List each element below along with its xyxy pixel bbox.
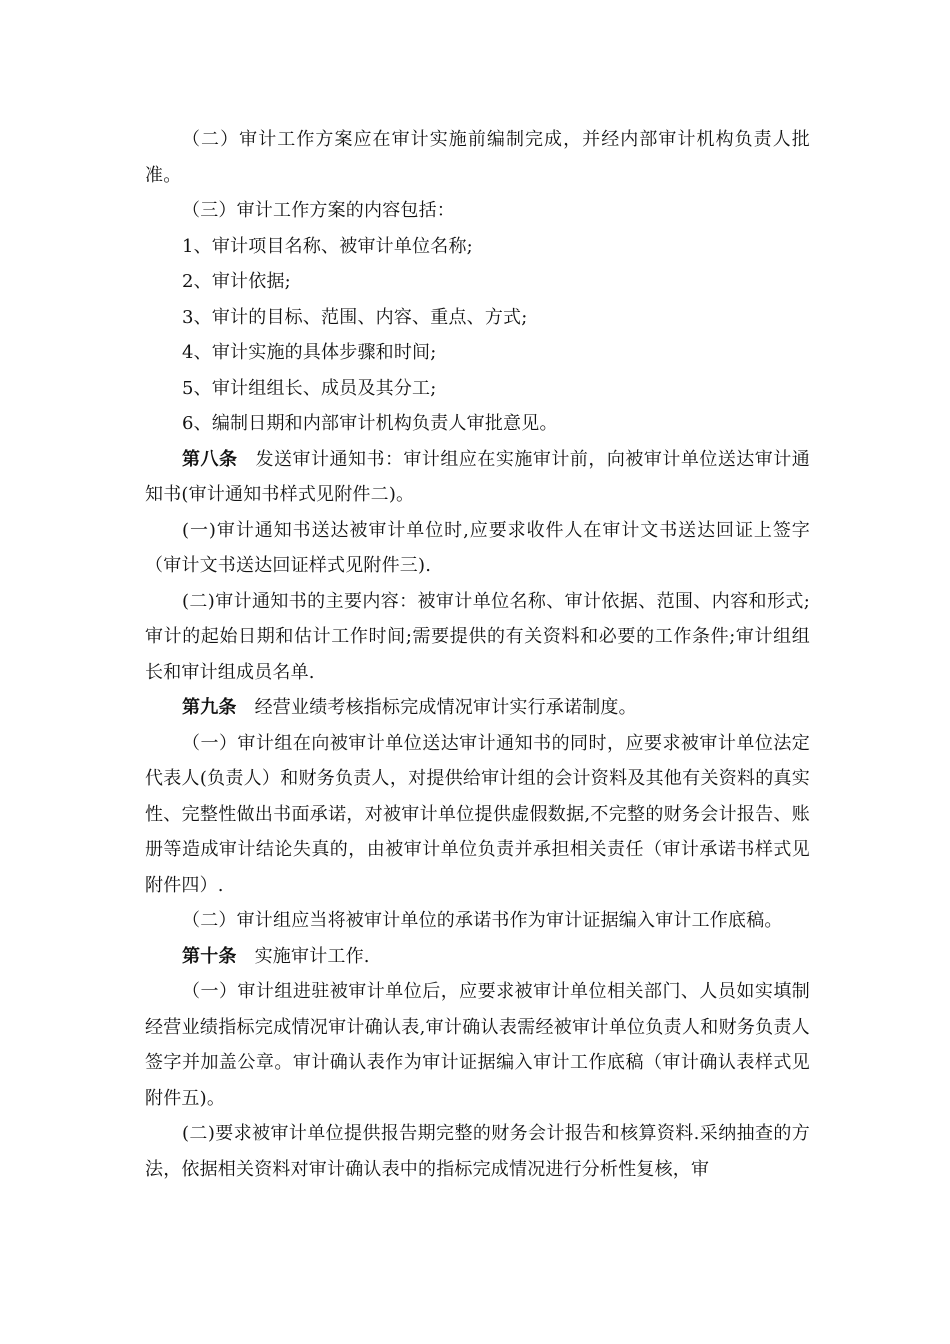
- list-item: [145, 229, 810, 265]
- article-heading: 第八条: [182, 448, 238, 470]
- paragraph-text: （一）审计组在向被审计单位送达审计通知书的同时，应要求被审计单位法定代表人(负责人）和财务负责人，对提供给审计组的会计资料及其他有关资料的真实性、完整性做出书面承诺，对被审计单位提供虚假数据,不完整的财务会计报告、账册等造成审计结论失真的，由被审计单位负责并承担相关责任（审计承诺书样式见附件四）.: [145, 732, 810, 896]
- paragraph-text: 实施审计工作.: [254, 945, 370, 967]
- paragraph-text: （二）审计组应当将被审计单位的承诺书作为审计证据编入审计工作底稿。: [182, 910, 783, 931]
- paragraph: [145, 726, 810, 904]
- paragraph-text: 2、审计依据;: [182, 271, 291, 292]
- paragraph-text: 4、审计实施的具体步骤和时间;: [182, 342, 437, 363]
- paragraph-text: 发送审计通知书：审计组应在实施审计前，向被审计单位送达审计通知书(审计通知书样式见附件二)。: [145, 448, 810, 505]
- paragraph-text: 3、审计的目标、范围、内容、重点、方式;: [182, 306, 528, 328]
- paragraph-text: 6、编制日期和内部审计机构负责人审批意见。: [182, 413, 558, 434]
- paragraph-text: (一)审计通知书送达被审计单位时,应要求收件人在审计文书送达回证上签字（审计文书送达回证样式见附件三).: [145, 519, 810, 576]
- paragraph-text: 经营业绩考核指标完成情况审计实行承诺制度。: [254, 697, 637, 718]
- article-heading: 第十条: [182, 945, 237, 967]
- document-body: [145, 122, 810, 1187]
- paragraph-text: (二)要求被审计单位提供报告期完整的财务会计报告和核算资料.采纳抽查的方法，依据相关资料对审计确认表中的指标完成情况进行分析性复核，审: [145, 1123, 810, 1180]
- list-item: [145, 335, 810, 371]
- paragraph: [145, 903, 810, 939]
- paragraph-text: （三）审计工作方案的内容包括：: [182, 200, 455, 221]
- list-item: [145, 371, 810, 407]
- paragraph-text: （二）审计工作方案应在审计实施前编制完成，并经内部审计机构负责人批准。: [145, 129, 810, 186]
- list-item: [145, 264, 810, 300]
- article-paragraph: [145, 939, 810, 975]
- paragraph-text: 5、审计组组长、成员及其分工;: [182, 377, 437, 399]
- list-item: [145, 300, 810, 336]
- article-paragraph: [145, 442, 810, 513]
- paragraph-text: (二)审计通知书的主要内容：被审计单位名称、审计依据、范围、内容和形式;审计的起始日期和估计工作时间;需要提供的有关资料和必要的工作条件;审计组组长和审计组成员名单.: [145, 590, 810, 683]
- list-item: [145, 406, 810, 442]
- paragraph: [145, 122, 810, 193]
- paragraph-text: （一）审计组进驻被审计单位后，应要求被审计单位相关部门、人员如实填制经营业绩指标完成情况审计确认表,审计确认表需经被审计单位负责人和财务负责人签字并加盖公章。审计确认表作为审计证据编入审计工作底稿（审计确认表样式见附件五)。: [145, 981, 810, 1109]
- article-heading: 第九条: [182, 697, 237, 718]
- paragraph: [145, 193, 810, 229]
- paragraph: [145, 584, 810, 691]
- paragraph: [145, 974, 810, 1116]
- paragraph: [145, 513, 810, 584]
- paragraph: [145, 1116, 810, 1187]
- article-paragraph: [145, 690, 810, 726]
- paragraph-text: 1、审计项目名称、被审计单位名称;: [182, 235, 473, 257]
